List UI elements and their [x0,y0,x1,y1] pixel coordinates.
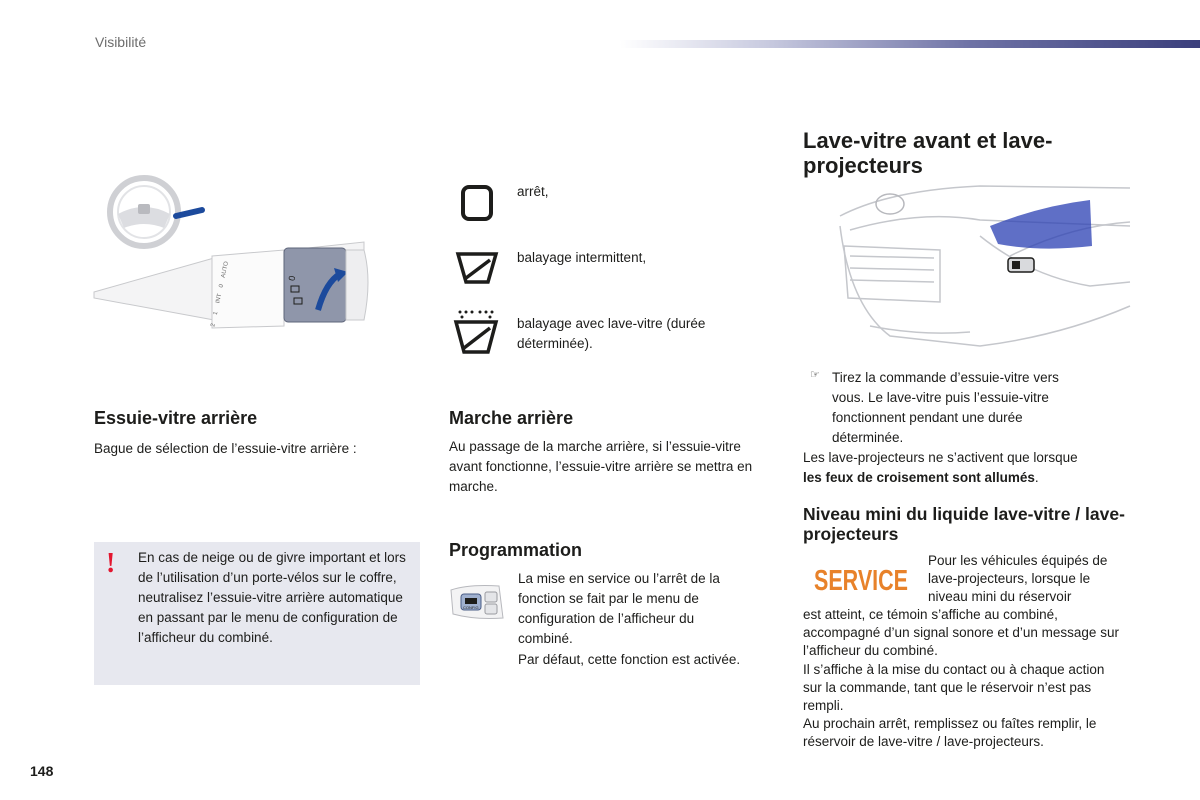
warning-text: En cas de neige ou de givre important et lors de l’utilisation d’un porte-vélos sur le coffre, neutralisez l’essuie-vitre arrière automatique en passant par le menu de configuration de l’afficheur du combiné. [138,550,406,645]
stop-icon [460,184,494,222]
rear-wiper-text: Bague de sélection de l’essuie-vitre arrière : [94,441,357,456]
service-warning-icon [812,562,910,597]
stalk-label: AUTO [220,261,231,279]
stalk-label: 1 [212,311,220,316]
rear-wiper-title: Essuie-vitre arrière [94,408,258,428]
steering-wheel-icon [110,178,202,246]
programming-title: Programmation [449,540,583,560]
stalk-label: 0 [218,283,226,289]
config-label: CONFIG [463,605,479,610]
config-control-icon [449,582,507,622]
wash-wipe-icon [452,308,500,360]
programming-text: La mise en service ou l’arrêt de la fonction se fait par le menu de configuration de l’afficheur du combiné. [518,571,720,646]
page-number: 148 [30,763,54,779]
ring-label: 0 [286,274,298,282]
mode-stop-label: arrêt, [517,184,549,199]
washer-note-end: . [1034,470,1039,485]
washer-note [803,448,1133,488]
header-bar [620,40,1200,48]
mode-wash-label: balayage avec lave-vitre (durée déterminée). [517,316,706,351]
section-title: Visibilité [95,34,147,50]
level-title: Niveau mini du liquide lave-vitre / lave-projecteurs [803,504,1125,544]
wiper-stalk-illustration [94,170,374,340]
service-label: SERVICE [814,565,908,597]
stalk-label: 2 [210,322,217,328]
hand-bullet-icon: ☞ [810,369,820,381]
warning-box [94,542,420,685]
level-intro-text: Pour les véhicules équipés de lave-projecteurs, lorsque le niveau mini du réservoir [928,553,1108,604]
reverse-text: Au passage de la marche arrière, si l’essuie-vitre avant fonctionne, l’essuie-vitre arrière se mettra en marche. [449,439,753,494]
stalk-label: INT [215,293,224,304]
washer-title: Lave-vitre avant et lave-projecteurs [803,128,1053,178]
mode-intermittent-label: balayage intermittent, [517,250,647,265]
programming-default-text: Par défaut, cette fonction est activée. [518,652,741,667]
car-front-illustration [830,186,1130,364]
level-text-3: Au prochain arrêt, remplissez ou faîtes remplir, le réservoir de lave-vitre / lave-projecteurs. [803,716,1097,749]
warning-icon: ! [106,548,116,579]
washer-note-bold: les feux de croisement sont allumés [803,470,1035,485]
level-main-text: est atteint, ce témoin s’affiche au combiné, accompagné d’un signal sonore et d’un message sur l’afficheur du combiné. [803,607,1119,658]
washer-note-text: Les lave-projecteurs ne s’activent que lorsque [803,450,1078,465]
reverse-title: Marche arrière [449,408,574,428]
intermittent-wipe-icon [454,250,500,286]
level-text-2: Il s’affiche à la mise du contact ou à chaque action sur la commande, tant que le réservoir n’est pas rempli. [803,662,1105,713]
washer-instruction: Tirez la commande d’essuie-vitre vers vous. Le lave-vitre puis l’essuie-vitre fonctionnent pendant une durée déterminée. [832,370,1059,445]
